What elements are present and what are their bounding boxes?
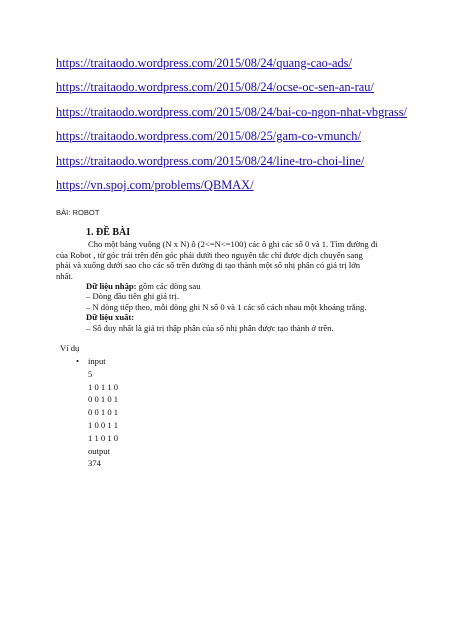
input-section: [86, 281, 442, 312]
link-gam-co-vmunch[interactable]: https://traitaodo.wordpress.com/2015/08/25/gam-co-vmunch/: [56, 129, 361, 144]
input-line: – Dòng đầu tiên ghi giá trị.: [86, 291, 179, 302]
statement-line: Cho một bảng vuông (N x N) ô (2<=N<=100) các ô ghi các số 0 và 1. Tìm đường đi: [88, 239, 378, 250]
statement-line: phải và xuống dưới sao cho các số trên đường đi tạo thành một số nhị phân có giá trị lớn: [56, 260, 361, 271]
example-block: [76, 355, 118, 470]
input-description: gồm các dòng sau: [136, 281, 201, 292]
example-line: 0 0 1 0 1: [88, 407, 119, 418]
problem-statement: [56, 227, 442, 333]
link-line-tro-choi-line[interactable]: https://traitaodo.wordpress.com/2015/08/24/line-tro-choi-line/: [56, 153, 365, 168]
link-spoj-qbmax[interactable]: https://vn.spoj.com/problems/QBMAX/: [56, 177, 254, 192]
statement-line: nhất.: [56, 270, 73, 281]
output-line: – Số duy nhất là giá trị thập phân của số nhị phân được tạo thành ở trên.: [86, 322, 334, 333]
example-label: Ví dụ: [60, 343, 80, 353]
example-line: output: [88, 445, 110, 456]
link-bai-co-ngon-nhat[interactable]: https://traitaodo.wordpress.com/2015/08/24/bai-co-ngon-nhat-vbgrass/: [56, 104, 408, 119]
input-label: Dữ liệu nhập:: [86, 281, 137, 292]
example-line: 1 1 0 1 0: [88, 432, 119, 443]
link-list: [56, 56, 466, 202]
output-label: Dữ liệu xuất:: [86, 312, 135, 323]
link-quang-cao-ads[interactable]: https://traitaodo.wordpress.com/2015/08/24/quang-cao-ads/: [56, 56, 352, 70]
example-line: 1 0 1 1 0: [88, 381, 119, 392]
bullet-icon: •: [76, 356, 80, 366]
example-line: 374: [88, 458, 101, 469]
example-line: 1 0 0 1 1: [88, 419, 119, 430]
example-line: input: [88, 356, 106, 366]
example-line: 0 0 1 0 1: [88, 394, 119, 405]
link-ocse-oc-sen-an-rau[interactable]: https://traitaodo.wordpress.com/2015/08/24/ocse-oc-sen-an-rau/: [56, 80, 374, 95]
problem-heading: 1. ĐỀ BÀI: [86, 227, 131, 238]
statement-paragraph: [56, 239, 442, 281]
output-section: [86, 312, 442, 333]
example-line: 5: [88, 368, 93, 379]
section-title-bai-robot: BÀI: ROBOT: [56, 208, 100, 217]
input-line: – N dòng tiếp theo, mỗi dòng ghi N số 0 và 1 các số cách nhau một khoảng trắng.: [86, 301, 367, 312]
statement-line: của Robot , từ góc trái trên đến góc phải dưới theo nguyên tắc chỉ được dịch chuyển sang: [56, 249, 363, 260]
